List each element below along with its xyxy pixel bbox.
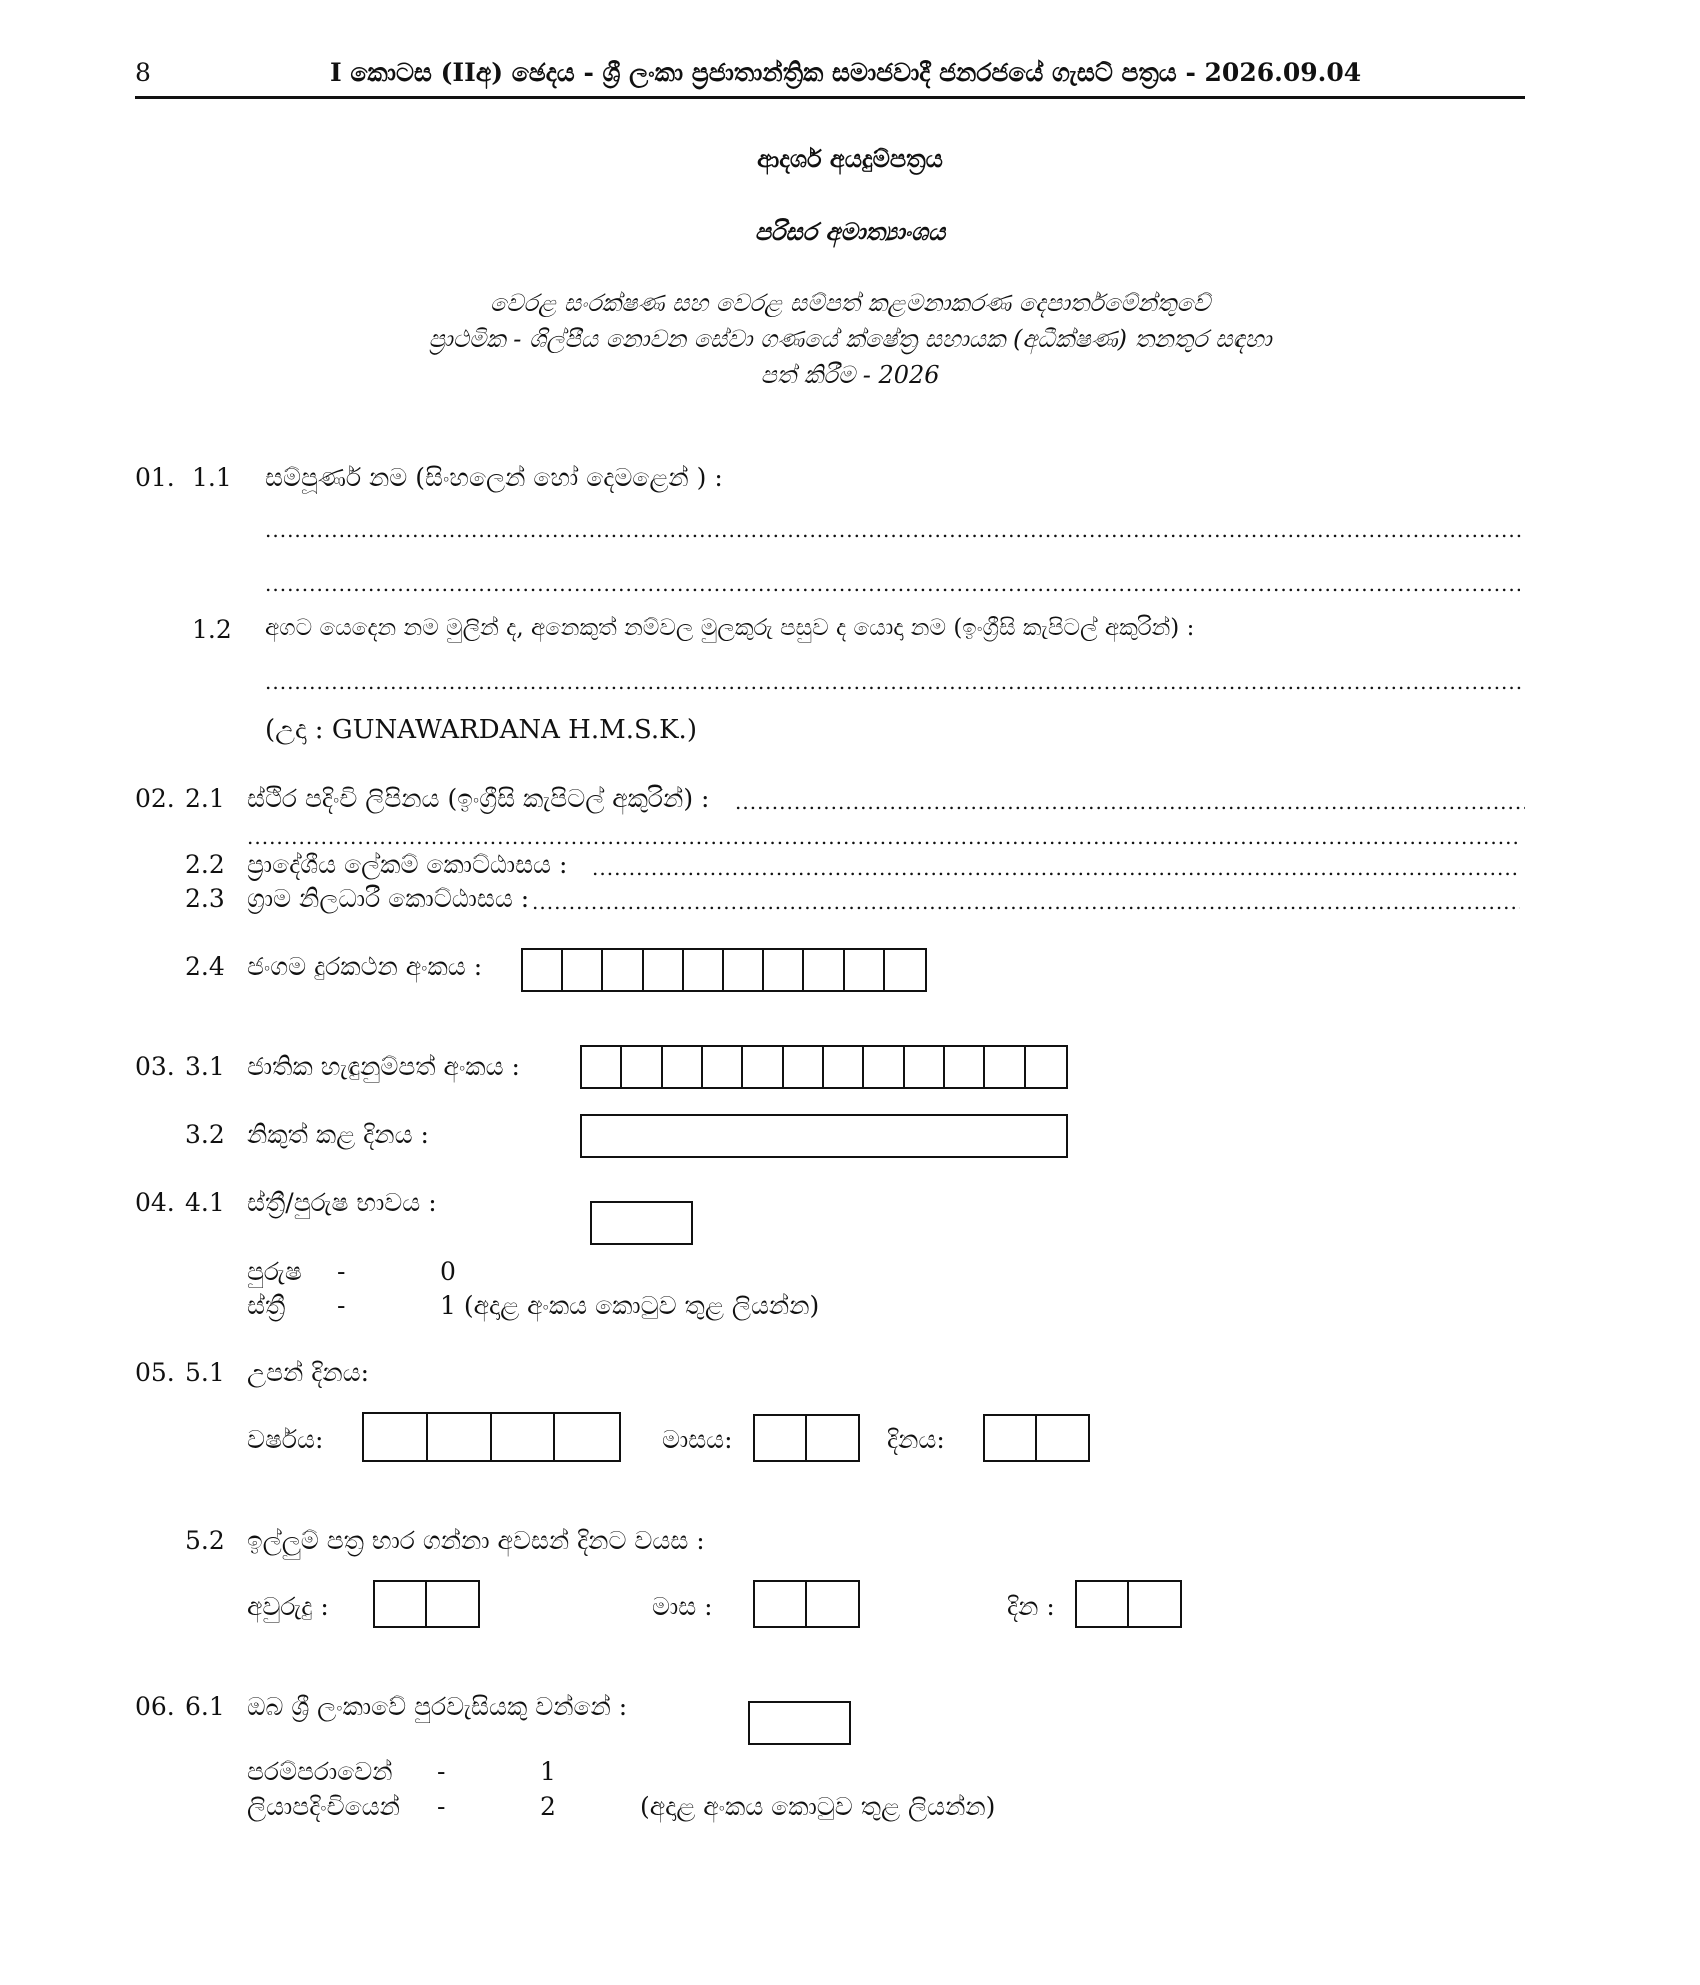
digit-box[interactable] (1077, 1582, 1129, 1626)
page-number: 8 (135, 58, 151, 87)
digit-box[interactable] (582, 1047, 622, 1087)
gender-label: ස්ත්‍රී/පුරුෂ භාවය : (247, 1188, 437, 1217)
citizenship-instruction: (අදාළ අංකය කොටුව තුළ ලියන්න) (640, 1792, 996, 1821)
digit-box[interactable] (492, 1414, 556, 1460)
digit-box[interactable] (1037, 1416, 1088, 1460)
citizenship-option-registration-dash: - (437, 1792, 446, 1821)
nic-number-boxes[interactable] (580, 1045, 1068, 1089)
digit-box[interactable] (807, 1582, 858, 1626)
citizenship-option-descent-label: පරම්පරාවෙන් (247, 1757, 393, 1786)
question-2-2-number: 2.2 (185, 850, 225, 879)
issue-date-label: නිකුත් කළ දිනය : (247, 1120, 429, 1149)
address-line-2[interactable] (247, 825, 1520, 849)
age-years-boxes[interactable] (373, 1580, 480, 1628)
age-months-boxes[interactable] (753, 1580, 860, 1628)
digit-box[interactable] (555, 1414, 619, 1460)
question-1-1-number: 1.1 (192, 463, 232, 492)
section-03-number: 03. (135, 1052, 175, 1081)
age-at-closing-label: ඉල්ලුම් පත්‍ර භාර ගන්නා අවසන් දිනට වයස : (247, 1526, 705, 1555)
question-5-1-number: 5.1 (185, 1358, 225, 1387)
digit-box[interactable] (644, 950, 684, 990)
address-label: ස්ථිර පදිංචි ලිපිනය (ඉංග්‍රීසි කැපිටල් අකුරින්) : (247, 784, 710, 813)
birth-day-label: දිනය: (887, 1425, 945, 1454)
question-3-1-number: 3.1 (185, 1052, 225, 1081)
digit-box[interactable] (905, 1047, 945, 1087)
name-example: (උදා : GUNAWARDANA H.M.S.K.) (265, 715, 697, 745)
digit-box[interactable] (845, 950, 885, 990)
gender-option-male-value: 0 (440, 1257, 456, 1286)
digit-box[interactable] (885, 950, 925, 990)
mobile-number-boxes[interactable] (521, 948, 927, 992)
digit-box[interactable] (523, 950, 563, 990)
nic-number-label: ජාතික හැඳුනුම්පත් අංකය : (247, 1052, 520, 1081)
gender-option-male-label: පුරුෂ (247, 1257, 302, 1286)
digit-box[interactable] (663, 1047, 703, 1087)
digit-box[interactable] (1129, 1582, 1180, 1626)
divisional-secretariat-line[interactable] (592, 856, 1520, 880)
age-days-label: දින : (1007, 1592, 1055, 1621)
citizenship-option-descent-dash: - (437, 1757, 446, 1786)
gender-option-female-value: 1 (අදාළ අංකය කොටුව තුළ ලියන්න) (440, 1291, 820, 1320)
name-with-initials-line[interactable] (265, 670, 1525, 694)
section-02-number: 02. (135, 784, 175, 813)
section-05-number: 05. (135, 1358, 175, 1387)
digit-box[interactable] (804, 950, 844, 990)
birth-year-boxes[interactable] (362, 1412, 621, 1462)
name-with-initials-label: අගට යෙදෙන නම මුලින් ද, අනෙකුත් නම්වල මුලකුරු පසුව ද යොදා නම (ඉංග්‍රීසි කැපිටල් අකුරින්) : (265, 615, 1195, 641)
digit-box[interactable] (743, 1047, 783, 1087)
address-line-1[interactable] (735, 790, 1525, 814)
digit-box[interactable] (864, 1047, 904, 1087)
gender-option-female-dash: - (337, 1291, 346, 1320)
digit-box[interactable] (684, 950, 724, 990)
birth-month-boxes[interactable] (753, 1414, 860, 1462)
digit-box[interactable] (764, 950, 804, 990)
citizenship-option-descent-value: 1 (540, 1757, 556, 1786)
question-2-3-number: 2.3 (185, 884, 225, 913)
form-title: ආදර්ශ අයදුම්පත්‍රය (757, 144, 943, 173)
question-6-1-number: 6.1 (185, 1692, 225, 1721)
digit-box[interactable] (427, 1582, 478, 1626)
issue-date-box[interactable] (580, 1114, 1068, 1158)
birth-year-label: වර්ෂය: (247, 1425, 324, 1454)
digit-box[interactable] (755, 1416, 807, 1460)
digit-box[interactable] (603, 950, 643, 990)
digit-box[interactable] (364, 1414, 428, 1460)
birth-date-label: උපන් දිනය: (247, 1358, 370, 1387)
gender-option-male-dash: - (337, 1257, 346, 1286)
digit-box[interactable] (622, 1047, 662, 1087)
divisional-secretariat-label: ප්‍රාදේශීය ලේකම් කොට්ඨාසය : (247, 850, 568, 879)
mobile-number-label: ජංගම දුරකථන අංකය : (247, 952, 483, 981)
gazette-header-title: I කොටස (IIඅ) ඡෙදය - ශ්‍රී ලංකා ප්‍රජාතාන්ත්‍රික සමාජවාදී ජනරජයේ ගැසට් පත්‍රය - 2026.09.04 (330, 58, 1362, 87)
section-01-number: 01. (135, 463, 175, 492)
digit-box[interactable] (563, 950, 603, 990)
question-3-2-number: 3.2 (185, 1120, 225, 1149)
question-4-1-number: 4.1 (185, 1188, 225, 1217)
citizenship-option-registration-label: ලියාපදිංචියෙන් (247, 1792, 400, 1821)
question-2-1-number: 2.1 (185, 784, 225, 813)
header-rule (135, 96, 1525, 99)
post-line: ප්‍රාථමික - ශිල්පීය නොවන සේවා ගණයේ ක්ෂේත්‍ර සහායක (අධීක්ෂණ) තනතුර සඳහා (428, 325, 1272, 353)
section-06-number: 06. (135, 1692, 175, 1721)
digit-box[interactable] (428, 1414, 492, 1460)
citizenship-box[interactable] (748, 1701, 851, 1745)
ministry-name: පරිසර අමාත්‍යාංශය (754, 217, 946, 246)
digit-box[interactable] (985, 1416, 1037, 1460)
question-1-2-number: 1.2 (192, 615, 232, 644)
age-months-label: මාස : (652, 1592, 713, 1621)
digit-box[interactable] (807, 1416, 858, 1460)
digit-box[interactable] (724, 950, 764, 990)
gender-box[interactable] (590, 1201, 693, 1245)
digit-box[interactable] (375, 1582, 427, 1626)
digit-box[interactable] (985, 1047, 1025, 1087)
age-years-label: අවුරුදු : (247, 1592, 329, 1621)
digit-box[interactable] (755, 1582, 807, 1626)
digit-box[interactable] (703, 1047, 743, 1087)
section-04-number: 04. (135, 1188, 175, 1217)
digit-box[interactable] (1026, 1047, 1066, 1087)
appointment-year-line: පත් කිරීම - 2026 (760, 361, 940, 389)
digit-box[interactable] (945, 1047, 985, 1087)
grama-niladhari-label: ග්‍රාම නිලධාරී කොට්ඨාසය : (247, 884, 530, 913)
birth-month-label: මාසය: (662, 1425, 733, 1454)
grama-niladhari-line[interactable] (532, 890, 1520, 914)
digit-box[interactable] (784, 1047, 824, 1087)
gender-option-female-label: ස්ත්‍රී (247, 1291, 286, 1320)
age-days-boxes[interactable] (1075, 1580, 1182, 1628)
citizenship-option-registration-value: 2 (540, 1792, 556, 1821)
department-line: වෙරළ සංරක්ෂණ සහ වෙරළ සම්පත් කළමනාකරණ දෙපාර්තමේන්තුවේ (489, 289, 1211, 317)
full-name-label: සම්පූර්ණ නම (සිංහලෙන් හෝ දෙමළෙන් ) : (265, 463, 723, 492)
full-name-line-2[interactable] (265, 572, 1520, 596)
question-5-2-number: 5.2 (185, 1526, 225, 1555)
citizenship-label: ඔබ ශ්‍රී ලංකාවේ පුරවැසියකු වන්නේ : (247, 1692, 628, 1721)
question-2-4-number: 2.4 (185, 952, 225, 981)
birth-day-boxes[interactable] (983, 1414, 1090, 1462)
full-name-line-1[interactable] (265, 518, 1525, 542)
digit-box[interactable] (824, 1047, 864, 1087)
